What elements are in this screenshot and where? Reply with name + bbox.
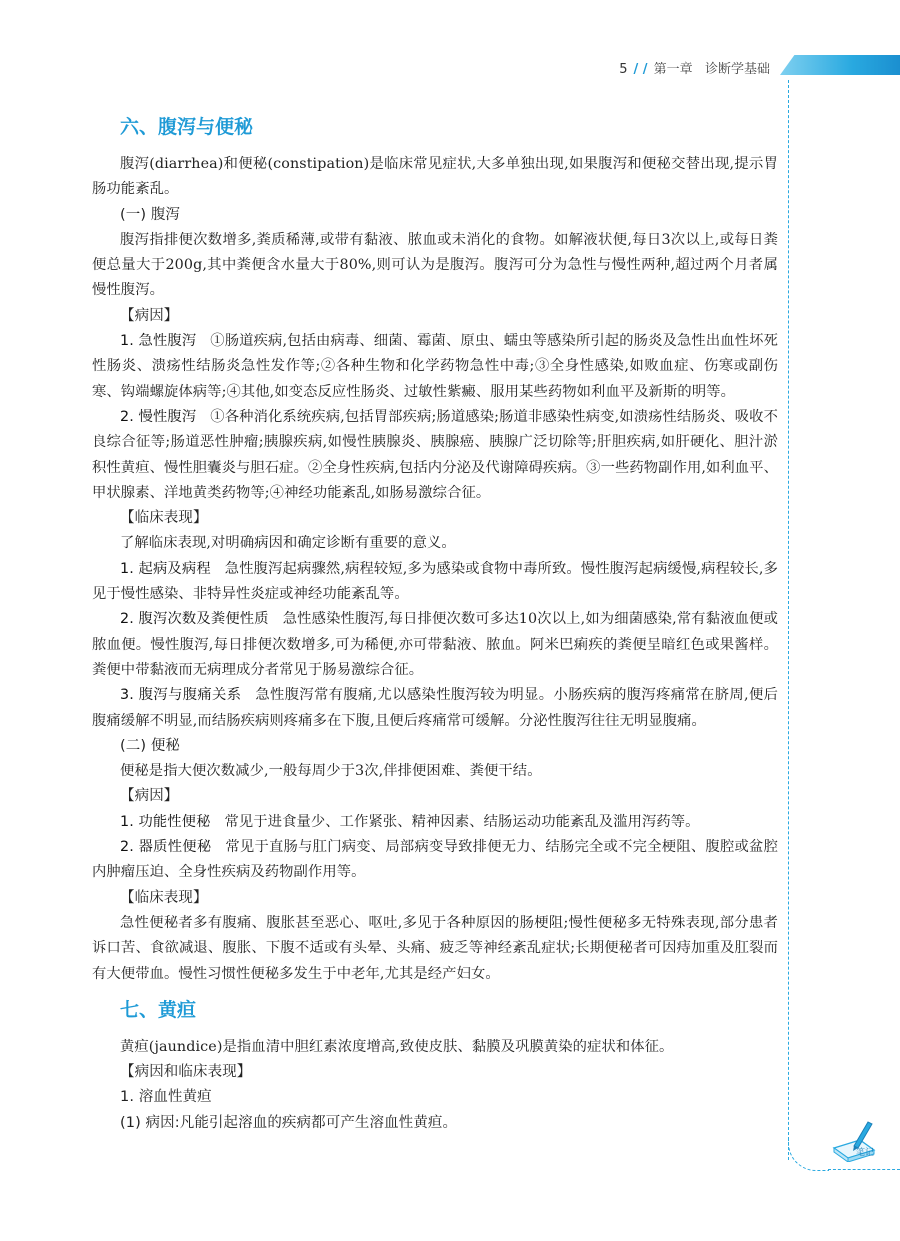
diarrhea-clinical-tag: 【临床表现】: [120, 510, 208, 527]
frequency-paragraph: [92, 607, 778, 683]
acute-diarrhea-paragraph: [92, 329, 778, 405]
functional-constipation-lead: 1. 功能性便秘: [120, 813, 211, 830]
diarrhea-clinical-intro: 了解临床表现,对明确病因和确定诊断有重要的意义。: [120, 535, 456, 552]
onset-lead: 1. 起病及病程: [120, 560, 211, 577]
hemolytic-jaundice-cause: (1) 病因:凡能引起溶血的疾病都可产生溶血性黄疸。: [120, 1114, 458, 1131]
subsection-title-constipation: (二) 便秘: [120, 737, 181, 754]
chapter-label: 第一章: [653, 62, 693, 77]
jaundice-definition: 黄疸(jaundice)是指血清中胆红素浓度增高,致使皮肤、黏膜及巩膜黄染的症状和体征。: [120, 1038, 674, 1055]
hemolytic-jaundice-title: 1. 溶血性黄疸: [120, 1089, 212, 1106]
notes-margin-curve: [788, 1140, 829, 1171]
page-header: [0, 0, 900, 90]
constipation-clinical-text: 急性便秘者多有腹痛、腹胀甚至恶心、呕吐,多见于各种原因的肠梗阻;慢性便秘多无特殊表现,部分患者诉口苦、食欲减退、腹胀、下腹不适或有头晕、头痛、疲乏等神经紊乱症状;长期便秘者可因痔加重及肛裂而有大便带血。慢性习惯性便秘多发生于中老年,尤其是经产妇女。: [92, 914, 778, 982]
chronic-diarrhea-lead: 2. 慢性腹泻: [120, 408, 197, 425]
onset-paragraph: [92, 557, 778, 608]
notes-pen-icon: [828, 1118, 880, 1162]
running-head: [619, 58, 770, 77]
onset-text: 急性腹泻起病骤然,病程较短,多为感染或食物中毒所致。慢性腹泻起病缓慢,病程较长,多见于慢性感染、非特异性炎症或神经功能紊乱等。: [92, 560, 778, 603]
notes-margin-tail: [828, 1169, 900, 1170]
header-separator: / /: [633, 62, 648, 77]
organic-constipation-text: 常见于直肠与肛门病变、局部病变导致排便无力、结肠完全或不完全梗阻、腹腔或盆腔内肿瘤压迫、全身性疾病及药物副作用等。: [92, 839, 778, 881]
chapter-title: 诊断学基础: [704, 62, 770, 77]
acute-diarrhea-text: ①肠道疾病,包括由病毒、细菌、霉菌、原虫、蠕虫等感染所引起的肠炎及急性出血性坏死性肠炎、溃疡性结肠炎急性发作等;②各种生物和化学药物急性中毒;③全身性感染,如败血症、伤寒或副伤寒、钩端螺旋体病等;④其他,如变态反应性肠炎、过敏性紫癜、服用某些药物如利血平及新斯的明等。: [92, 333, 778, 400]
page-body: [92, 112, 778, 1136]
functional-constipation-text: 常见于进食量少、工作紧张、精神因素、结肠运动功能紊乱及滥用泻药等。: [224, 813, 700, 830]
organic-constipation-lead: 2. 器质性便秘: [120, 839, 212, 856]
jaundice-tag: 【病因和临床表现】: [120, 1064, 252, 1081]
frequency-text: 急性感染性腹泻,每日排便次数可多达10次以上,如为细菌感染,常有黏液血便或脓血便。慢性腹泻,每日排便次数增多,可为稀便,亦可带黏液、脓血。阿米巴痢疾的粪便呈暗红色或果酱样。粪便中带黏液而无病理成分者常见于肠易激综合征。: [92, 611, 778, 678]
section-intro: 腹泻(diarrhea)和便秘(constipation)是临床常见症状,大多单独出现,如果腹泻和便秘交替出现,提示胃肠功能紊乱。: [92, 156, 778, 198]
constipation-clinical-tag: 【临床表现】: [120, 889, 208, 906]
organic-constipation-paragraph: [92, 835, 778, 886]
notes-margin-line: [788, 80, 789, 1160]
constipation-cause-tag: 【病因】: [120, 788, 179, 805]
functional-constipation-paragraph: [92, 810, 778, 835]
chronic-diarrhea-paragraph: [92, 405, 778, 506]
page-number: 5: [619, 62, 628, 77]
frequency-lead: 2. 腹泻次数及粪便性质: [120, 611, 269, 628]
subsection-title-diarrhea: (一) 腹泻: [120, 206, 181, 223]
diarrhea-cause-tag: 【病因】: [120, 307, 179, 324]
section-title-jaundice: 七、黄疸: [120, 998, 197, 1021]
pain-text: 急性腹泻常有腹痛,尤以感染性腹泻较为明显。小肠疾病的腹泻疼痛常在脐周,便后腹痛缓解不明显,而结肠疾病则疼痛多在下腹,且便后疼痛常可缓解。分泌性腹泻往往无明显腹痛。: [92, 687, 778, 729]
header-accent-band: [780, 55, 900, 75]
section-title-diarrhea-constipation: 六、腹泻与便秘: [120, 116, 254, 138]
constipation-definition: 便秘是指大便次数减少,一般每周少于3次,伴排便困难、粪便干结。: [120, 763, 542, 780]
pain-paragraph: [92, 683, 778, 734]
chronic-diarrhea-text: ①各种消化系统疾病,包括胃部疾病;肠道感染;肠道非感染性病变,如溃疡性结肠炎、吸收不良综合征等;肠道恶性肿瘤;胰腺疾病,如慢性胰腺炎、胰腺癌、胰腺广泛切除等;肝胆疾病,如肝硬化、胆汁淤积性黄疸、慢性胆囊炎与胆石症。②全身性疾病,包括内分泌及代谢障碍疾病。③一些药物副作用,如利血平、甲状腺素、洋地黄类药物等;④神经功能紊乱,如肠易激综合征。: [92, 408, 778, 501]
diarrhea-definition: 腹泻指排便次数增多,粪质稀薄,或带有黏液、脓血或未消化的食物。如解液状便,每日3次以上,或每日粪便总量大于200g,其中粪便含水量大于80%,则可认为是腹泻。腹泻可分为急性与慢性两种,超过两个月者属慢性腹泻。: [92, 231, 778, 299]
acute-diarrhea-lead: 1. 急性腹泻: [120, 333, 197, 350]
pain-lead: 3. 腹泻与腹痛关系: [120, 687, 242, 704]
notes-label: 笔记: [856, 1148, 875, 1158]
